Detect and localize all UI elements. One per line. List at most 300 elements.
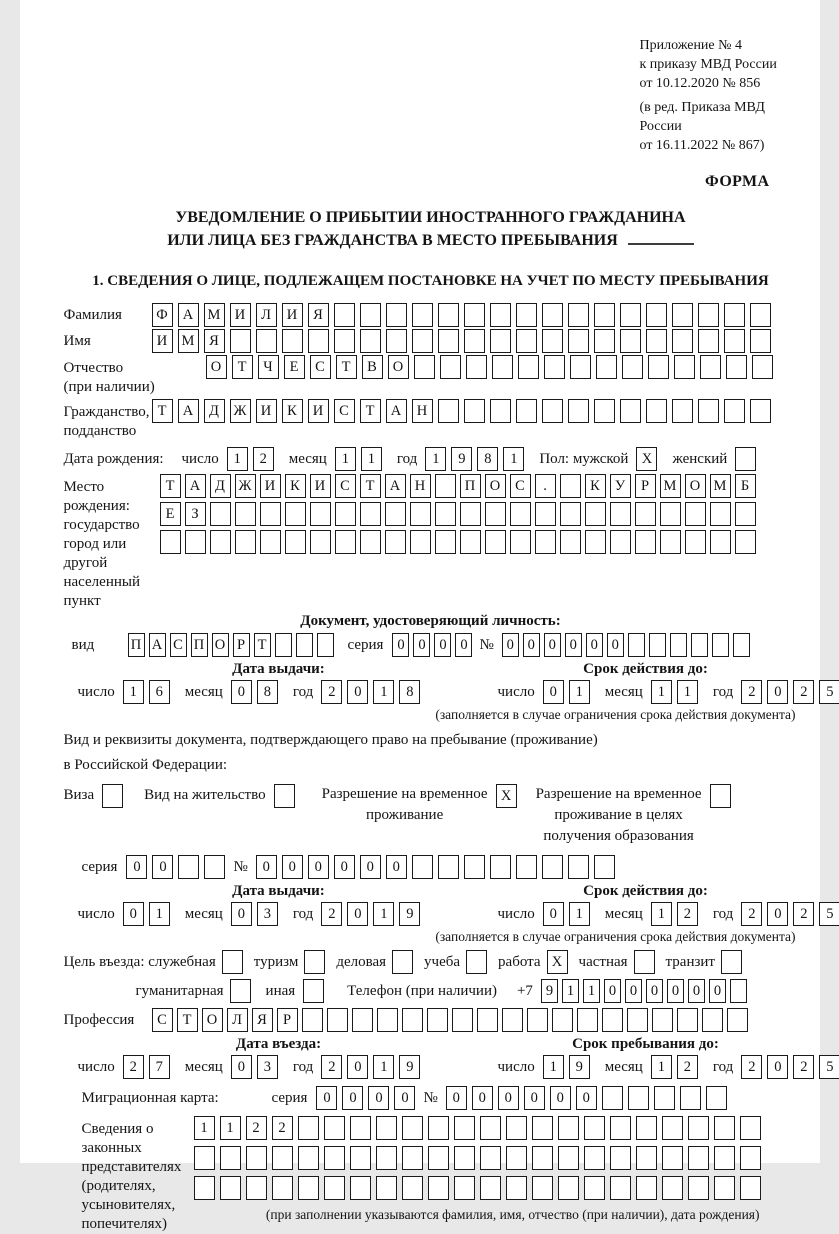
char-cell[interactable]: [246, 1146, 267, 1170]
passport-issue-day-boxes[interactable]: [123, 680, 175, 704]
char-cell[interactable]: А: [185, 474, 206, 498]
char-cell[interactable]: [518, 355, 539, 379]
char-cell[interactable]: [178, 855, 199, 879]
char-cell[interactable]: [648, 355, 669, 379]
char-cell[interactable]: У: [610, 474, 631, 498]
char-cell[interactable]: [435, 502, 456, 526]
char-cell[interactable]: К: [282, 399, 303, 423]
char-cell[interactable]: [298, 1176, 319, 1200]
char-cell[interactable]: 8: [399, 680, 420, 704]
char-cell[interactable]: [714, 1146, 735, 1170]
char-cell[interactable]: [360, 502, 381, 526]
char-cell[interactable]: 1: [373, 1055, 394, 1079]
passport-issue-year-boxes[interactable]: [321, 680, 425, 704]
char-cell[interactable]: [702, 1008, 723, 1032]
char-cell[interactable]: [610, 1116, 631, 1140]
migcard-number-boxes[interactable]: [446, 1086, 732, 1110]
char-cell[interactable]: [360, 303, 381, 327]
char-cell[interactable]: [662, 1116, 683, 1140]
char-cell[interactable]: [386, 303, 407, 327]
char-cell[interactable]: [594, 303, 615, 327]
char-cell[interactable]: [727, 1008, 748, 1032]
char-cell[interactable]: [235, 502, 256, 526]
char-cell[interactable]: М: [178, 329, 199, 353]
birth-day-boxes[interactable]: [227, 447, 279, 471]
char-cell[interactable]: 2: [741, 902, 762, 926]
char-cell[interactable]: 0: [347, 1055, 368, 1079]
char-cell[interactable]: С: [310, 355, 331, 379]
char-cell[interactable]: [610, 530, 631, 554]
char-cell[interactable]: [685, 502, 706, 526]
char-cell[interactable]: О: [485, 474, 506, 498]
char-cell[interactable]: [334, 329, 355, 353]
char-cell[interactable]: [308, 329, 329, 353]
char-cell[interactable]: 0: [544, 633, 561, 657]
purpose-business-checkbox[interactable]: [392, 950, 418, 974]
char-cell[interactable]: [275, 633, 292, 657]
char-cell[interactable]: Б: [735, 474, 756, 498]
char-cell[interactable]: 0: [543, 902, 564, 926]
passport-issue-month-boxes[interactable]: [231, 680, 283, 704]
char-cell[interactable]: 1: [651, 902, 672, 926]
temp-residence-edu-checkbox[interactable]: [710, 784, 736, 808]
char-cell[interactable]: 0: [472, 1086, 493, 1110]
char-cell[interactable]: [660, 502, 681, 526]
purpose-work-checkbox[interactable]: [547, 950, 573, 974]
char-cell[interactable]: [480, 1116, 501, 1140]
doc-type-boxes[interactable]: [128, 633, 338, 657]
representatives-row1-boxes[interactable]: [194, 1116, 766, 1140]
char-cell[interactable]: А: [385, 474, 406, 498]
char-cell[interactable]: 0: [308, 855, 329, 879]
char-cell[interactable]: С: [510, 474, 531, 498]
char-cell[interactable]: Р: [277, 1008, 298, 1032]
char-cell[interactable]: 0: [576, 1086, 597, 1110]
permit-expiry-month-boxes[interactable]: [651, 902, 703, 926]
char-cell[interactable]: [480, 1146, 501, 1170]
char-cell[interactable]: 0: [347, 902, 368, 926]
char-cell[interactable]: Р: [635, 474, 656, 498]
char-cell[interactable]: [485, 502, 506, 526]
birth-place-row3-boxes[interactable]: [160, 530, 760, 554]
char-cell[interactable]: 0: [413, 633, 430, 657]
char-cell[interactable]: [230, 329, 251, 353]
char-cell[interactable]: X: [547, 950, 568, 974]
char-cell[interactable]: [385, 530, 406, 554]
char-cell[interactable]: 1: [569, 902, 590, 926]
purpose-official-checkbox[interactable]: [222, 950, 248, 974]
char-cell[interactable]: [620, 399, 641, 423]
char-cell[interactable]: 2: [253, 447, 274, 471]
char-cell[interactable]: 0: [667, 979, 684, 1003]
char-cell[interactable]: П: [128, 633, 145, 657]
char-cell[interactable]: [710, 530, 731, 554]
char-cell[interactable]: Д: [204, 399, 225, 423]
char-cell[interactable]: Я: [308, 303, 329, 327]
char-cell[interactable]: 0: [342, 1086, 363, 1110]
char-cell[interactable]: 0: [231, 902, 252, 926]
permit-number-boxes[interactable]: [256, 855, 620, 879]
char-cell[interactable]: [360, 530, 381, 554]
char-cell[interactable]: [622, 355, 643, 379]
char-cell[interactable]: Т: [360, 399, 381, 423]
char-cell[interactable]: [698, 303, 719, 327]
char-cell[interactable]: [636, 1116, 657, 1140]
char-cell[interactable]: [672, 329, 693, 353]
char-cell[interactable]: 2: [793, 1055, 814, 1079]
char-cell[interactable]: [706, 1086, 727, 1110]
char-cell[interactable]: [392, 950, 413, 974]
char-cell[interactable]: Я: [252, 1008, 273, 1032]
char-cell[interactable]: И: [282, 303, 303, 327]
char-cell[interactable]: [602, 1008, 623, 1032]
char-cell[interactable]: [335, 502, 356, 526]
passport-number-boxes[interactable]: [502, 633, 754, 657]
char-cell[interactable]: [506, 1116, 527, 1140]
char-cell[interactable]: И: [310, 474, 331, 498]
char-cell[interactable]: 2: [272, 1116, 293, 1140]
char-cell[interactable]: 3: [257, 902, 278, 926]
char-cell[interactable]: [740, 1146, 761, 1170]
char-cell[interactable]: [584, 1176, 605, 1200]
representatives-row2-boxes[interactable]: [194, 1146, 766, 1170]
char-cell[interactable]: [560, 474, 581, 498]
char-cell[interactable]: [733, 633, 750, 657]
char-cell[interactable]: И: [260, 474, 281, 498]
char-cell[interactable]: [438, 399, 459, 423]
char-cell[interactable]: С: [152, 1008, 173, 1032]
char-cell[interactable]: 2: [246, 1116, 267, 1140]
char-cell[interactable]: [502, 1008, 523, 1032]
char-cell[interactable]: [506, 1146, 527, 1170]
char-cell[interactable]: Т: [152, 399, 173, 423]
char-cell[interactable]: 0: [565, 633, 582, 657]
char-cell[interactable]: 0: [709, 979, 726, 1003]
passport-expiry-day-boxes[interactable]: [543, 680, 595, 704]
char-cell[interactable]: [652, 1008, 673, 1032]
char-cell[interactable]: Л: [227, 1008, 248, 1032]
char-cell[interactable]: [560, 502, 581, 526]
char-cell[interactable]: [386, 329, 407, 353]
char-cell[interactable]: 2: [321, 680, 342, 704]
permit-expiry-year-boxes[interactable]: [741, 902, 839, 926]
char-cell[interactable]: [677, 1008, 698, 1032]
char-cell[interactable]: 0: [282, 855, 303, 879]
char-cell[interactable]: [710, 784, 731, 808]
char-cell[interactable]: 0: [126, 855, 147, 879]
passport-series-boxes[interactable]: [392, 633, 476, 657]
char-cell[interactable]: [466, 950, 487, 974]
stay-month-boxes[interactable]: [651, 1055, 703, 1079]
char-cell[interactable]: 0: [543, 680, 564, 704]
char-cell[interactable]: 1: [677, 680, 698, 704]
char-cell[interactable]: [584, 1146, 605, 1170]
char-cell[interactable]: [428, 1116, 449, 1140]
char-cell[interactable]: [412, 303, 433, 327]
char-cell[interactable]: О: [206, 355, 227, 379]
char-cell[interactable]: 9: [541, 979, 558, 1003]
char-cell[interactable]: [646, 399, 667, 423]
char-cell[interactable]: 0: [152, 855, 173, 879]
char-cell[interactable]: [377, 1008, 398, 1032]
char-cell[interactable]: 2: [793, 680, 814, 704]
char-cell[interactable]: Р: [233, 633, 250, 657]
char-cell[interactable]: [246, 1176, 267, 1200]
char-cell[interactable]: [688, 1176, 709, 1200]
char-cell[interactable]: [402, 1008, 423, 1032]
char-cell[interactable]: 1: [361, 447, 382, 471]
char-cell[interactable]: В: [362, 355, 383, 379]
char-cell[interactable]: [298, 1116, 319, 1140]
char-cell[interactable]: 0: [316, 1086, 337, 1110]
char-cell[interactable]: Н: [412, 399, 433, 423]
char-cell[interactable]: [568, 303, 589, 327]
char-cell[interactable]: [376, 1116, 397, 1140]
char-cell[interactable]: 5: [819, 902, 839, 926]
char-cell[interactable]: Ч: [258, 355, 279, 379]
char-cell[interactable]: Я: [204, 329, 225, 353]
char-cell[interactable]: [412, 329, 433, 353]
char-cell[interactable]: 0: [394, 1086, 415, 1110]
char-cell[interactable]: Н: [410, 474, 431, 498]
char-cell[interactable]: [160, 530, 181, 554]
char-cell[interactable]: [750, 399, 771, 423]
char-cell[interactable]: [714, 1116, 735, 1140]
char-cell[interactable]: [454, 1116, 475, 1140]
char-cell[interactable]: [435, 530, 456, 554]
char-cell[interactable]: П: [191, 633, 208, 657]
char-cell[interactable]: [466, 355, 487, 379]
char-cell[interactable]: А: [178, 303, 199, 327]
purpose-other-checkbox[interactable]: [303, 979, 329, 1003]
char-cell[interactable]: 9: [569, 1055, 590, 1079]
char-cell[interactable]: [636, 1176, 657, 1200]
char-cell[interactable]: [438, 855, 459, 879]
char-cell[interactable]: [317, 633, 334, 657]
char-cell[interactable]: 1: [373, 902, 394, 926]
char-cell[interactable]: 0: [123, 902, 144, 926]
char-cell[interactable]: [620, 329, 641, 353]
char-cell[interactable]: [516, 303, 537, 327]
char-cell[interactable]: [438, 303, 459, 327]
char-cell[interactable]: [327, 1008, 348, 1032]
char-cell[interactable]: [435, 474, 456, 498]
char-cell[interactable]: [303, 979, 324, 1003]
phone-boxes[interactable]: [541, 979, 751, 1003]
char-cell[interactable]: [660, 530, 681, 554]
char-cell[interactable]: О: [202, 1008, 223, 1032]
char-cell[interactable]: [410, 530, 431, 554]
char-cell[interactable]: [532, 1116, 553, 1140]
char-cell[interactable]: [672, 303, 693, 327]
char-cell[interactable]: [460, 530, 481, 554]
char-cell[interactable]: 0: [607, 633, 624, 657]
char-cell[interactable]: [610, 1146, 631, 1170]
char-cell[interactable]: [402, 1146, 423, 1170]
char-cell[interactable]: [602, 1086, 623, 1110]
char-cell[interactable]: Д: [210, 474, 231, 498]
char-cell[interactable]: 0: [455, 633, 472, 657]
char-cell[interactable]: [402, 1116, 423, 1140]
char-cell[interactable]: [376, 1146, 397, 1170]
char-cell[interactable]: 0: [767, 1055, 788, 1079]
char-cell[interactable]: О: [212, 633, 229, 657]
char-cell[interactable]: [674, 355, 695, 379]
char-cell[interactable]: [324, 1176, 345, 1200]
char-cell[interactable]: [452, 1008, 473, 1032]
char-cell[interactable]: [185, 530, 206, 554]
char-cell[interactable]: [272, 1146, 293, 1170]
char-cell[interactable]: 0: [347, 680, 368, 704]
char-cell[interactable]: [490, 303, 511, 327]
char-cell[interactable]: [490, 855, 511, 879]
char-cell[interactable]: [726, 355, 747, 379]
char-cell[interactable]: 9: [399, 1055, 420, 1079]
birth-place-row2-boxes[interactable]: [160, 502, 760, 526]
char-cell[interactable]: [750, 303, 771, 327]
char-cell[interactable]: 2: [677, 902, 698, 926]
char-cell[interactable]: [402, 1176, 423, 1200]
char-cell[interactable]: 1: [583, 979, 600, 1003]
char-cell[interactable]: [558, 1176, 579, 1200]
stay-day-boxes[interactable]: [543, 1055, 595, 1079]
char-cell[interactable]: С: [170, 633, 187, 657]
char-cell[interactable]: [310, 502, 331, 526]
char-cell[interactable]: Ж: [235, 474, 256, 498]
char-cell[interactable]: [662, 1146, 683, 1170]
purpose-tourism-checkbox[interactable]: [304, 950, 330, 974]
char-cell[interactable]: З: [185, 502, 206, 526]
char-cell[interactable]: Л: [256, 303, 277, 327]
char-cell[interactable]: 9: [451, 447, 472, 471]
char-cell[interactable]: [438, 329, 459, 353]
char-cell[interactable]: [724, 303, 745, 327]
entry-month-boxes[interactable]: [231, 1055, 283, 1079]
char-cell[interactable]: [698, 329, 719, 353]
char-cell[interactable]: 0: [334, 855, 355, 879]
visa-checkbox[interactable]: [102, 784, 128, 808]
char-cell[interactable]: [350, 1116, 371, 1140]
char-cell[interactable]: 0: [360, 855, 381, 879]
char-cell[interactable]: Т: [160, 474, 181, 498]
char-cell[interactable]: [282, 329, 303, 353]
sex-male-checkbox[interactable]: [636, 447, 662, 471]
char-cell[interactable]: [646, 303, 667, 327]
char-cell[interactable]: [490, 399, 511, 423]
passport-expiry-year-boxes[interactable]: [741, 680, 839, 704]
char-cell[interactable]: [596, 355, 617, 379]
char-cell[interactable]: [516, 329, 537, 353]
char-cell[interactable]: [230, 979, 251, 1003]
char-cell[interactable]: 0: [434, 633, 451, 657]
char-cell[interactable]: 0: [231, 1055, 252, 1079]
char-cell[interactable]: [610, 1176, 631, 1200]
char-cell[interactable]: 2: [741, 1055, 762, 1079]
birth-year-boxes[interactable]: [425, 447, 529, 471]
char-cell[interactable]: [412, 855, 433, 879]
char-cell[interactable]: [585, 502, 606, 526]
char-cell[interactable]: [721, 950, 742, 974]
char-cell[interactable]: [334, 303, 355, 327]
char-cell[interactable]: [385, 502, 406, 526]
char-cell[interactable]: [376, 1176, 397, 1200]
char-cell[interactable]: [688, 1146, 709, 1170]
char-cell[interactable]: [428, 1146, 449, 1170]
char-cell[interactable]: 9: [399, 902, 420, 926]
char-cell[interactable]: [620, 303, 641, 327]
citizenship-boxes[interactable]: [152, 399, 776, 423]
char-cell[interactable]: А: [178, 399, 199, 423]
char-cell[interactable]: 0: [502, 633, 519, 657]
char-cell[interactable]: 8: [257, 680, 278, 704]
passport-expiry-month-boxes[interactable]: [651, 680, 703, 704]
char-cell[interactable]: С: [335, 474, 356, 498]
entry-day-boxes[interactable]: [123, 1055, 175, 1079]
char-cell[interactable]: [714, 1176, 735, 1200]
char-cell[interactable]: 1: [425, 447, 446, 471]
char-cell[interactable]: [698, 399, 719, 423]
char-cell[interactable]: [594, 855, 615, 879]
char-cell[interactable]: [222, 950, 243, 974]
char-cell[interactable]: [324, 1146, 345, 1170]
char-cell[interactable]: 0: [688, 979, 705, 1003]
char-cell[interactable]: Ж: [230, 399, 251, 423]
char-cell[interactable]: 1: [149, 902, 170, 926]
char-cell[interactable]: [235, 530, 256, 554]
char-cell[interactable]: [302, 1008, 323, 1032]
char-cell[interactable]: 0: [386, 855, 407, 879]
char-cell[interactable]: [350, 1146, 371, 1170]
char-cell[interactable]: [558, 1116, 579, 1140]
char-cell[interactable]: [535, 502, 556, 526]
char-cell[interactable]: 1: [227, 447, 248, 471]
char-cell[interactable]: [544, 355, 565, 379]
char-cell[interactable]: [477, 1008, 498, 1032]
char-cell[interactable]: 5: [819, 680, 839, 704]
char-cell[interactable]: К: [285, 474, 306, 498]
char-cell[interactable]: К: [585, 474, 606, 498]
char-cell[interactable]: [350, 1176, 371, 1200]
char-cell[interactable]: [735, 447, 756, 471]
char-cell[interactable]: 2: [793, 902, 814, 926]
char-cell[interactable]: 8: [477, 447, 498, 471]
char-cell[interactable]: Е: [284, 355, 305, 379]
char-cell[interactable]: [724, 329, 745, 353]
char-cell[interactable]: [210, 502, 231, 526]
char-cell[interactable]: [568, 329, 589, 353]
char-cell[interactable]: [285, 530, 306, 554]
char-cell[interactable]: И: [230, 303, 251, 327]
char-cell[interactable]: 0: [231, 680, 252, 704]
char-cell[interactable]: [635, 530, 656, 554]
char-cell[interactable]: 0: [767, 680, 788, 704]
birth-place-row1-boxes[interactable]: [160, 474, 760, 498]
char-cell[interactable]: [685, 530, 706, 554]
char-cell[interactable]: [712, 633, 729, 657]
char-cell[interactable]: П: [460, 474, 481, 498]
char-cell[interactable]: [335, 530, 356, 554]
char-cell[interactable]: [428, 1176, 449, 1200]
char-cell[interactable]: [427, 1008, 448, 1032]
char-cell[interactable]: [454, 1146, 475, 1170]
char-cell[interactable]: 0: [524, 1086, 545, 1110]
char-cell[interactable]: [485, 530, 506, 554]
char-cell[interactable]: Ф: [152, 303, 173, 327]
char-cell[interactable]: [740, 1176, 761, 1200]
char-cell[interactable]: [464, 329, 485, 353]
char-cell[interactable]: Т: [177, 1008, 198, 1032]
char-cell[interactable]: [542, 855, 563, 879]
